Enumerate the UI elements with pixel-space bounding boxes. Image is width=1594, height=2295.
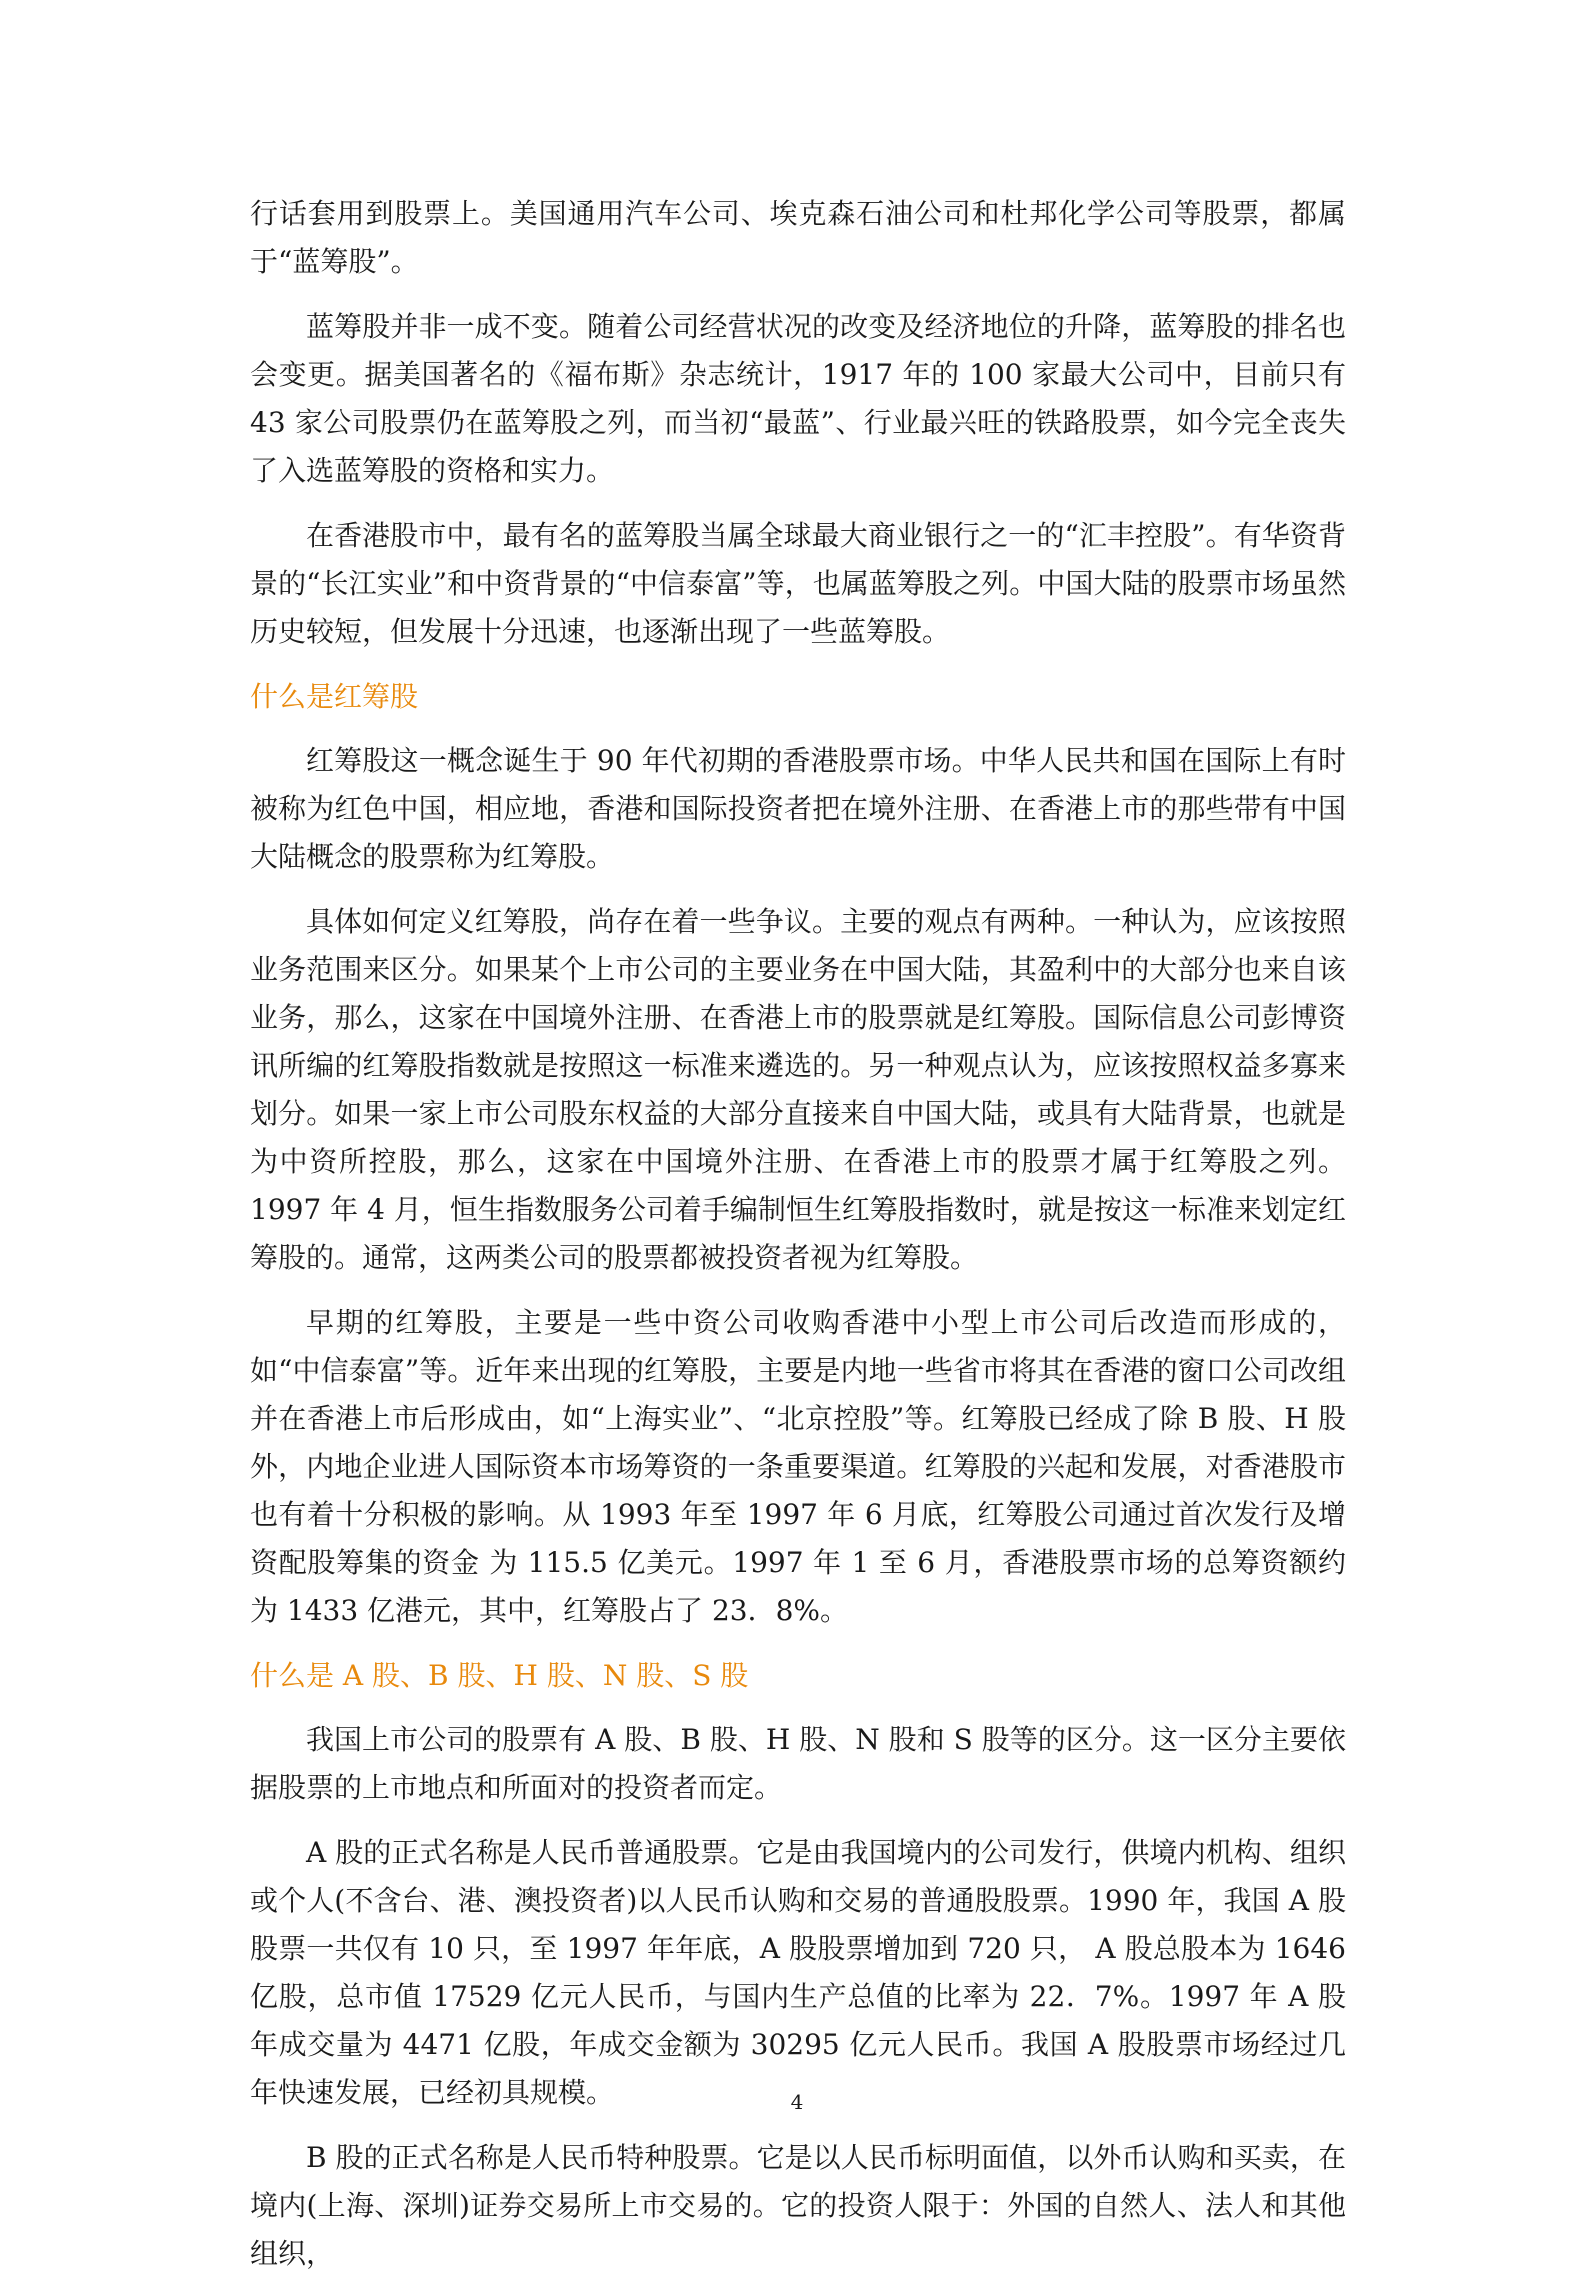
- paragraph-b-shares: B 股的正式名称是人民币特种股票。它是以人民币标明面值，以外币认购和买卖，在境内(上海、深圳)证券交易所上市交易的。它的投资人限于：外国的自然人、法人和其他组织，: [250, 2141, 1346, 2270]
- paragraph-blue-chip-hongkong: 在香港股市中，最有名的蓝筹股当属全球最大商业银行之一的“汇丰控股”。有华资背景的“长江实业”和中资背景的“中信泰富”等，也属蓝筹股之列。中国大陆的股票市场虽然历史较短，但发展十分迅速，也逐渐出现了一些蓝筹股。: [250, 519, 1346, 648]
- paragraph-red-chip-history: 早期的红筹股，主要是一些中资公司收购香港中小型上市公司后改造而形成的，如“中信泰富”等。近年来出现的红筹股，主要是内地一些省市将其在香港的窗口公司改组并在香港上市后形成由，如“上海实业”、“北京控股”等。红筹股已经成了除 B 股、H 股外，内地企业进人国际资本市场筹资的一条重要渠道。红筹股的兴起和发展，对香港股市也有着十分积极的影响。从 1993 年至 1997 年 6 月底，红筹股公司通过首次发行及增资配股筹集的资金 为 115.5 亿美元。1997 年 1 至 6 月，香港股票市场的总筹资额约为 1433 亿港元，其中，红筹股占了 23．8%。: [250, 1306, 1346, 1627]
- paragraph-red-chip-origin: 红筹股这一概念诞生于 90 年代初期的香港股票市场。中华人民共和国在国际上有时被称为红色中国，相应地，香港和国际投资者把在境外注册、在香港上市的那些带有中国大陆概念的股票称为红筹股。: [250, 744, 1346, 873]
- section-heading-red-chips: 什么是红筹股: [250, 680, 419, 713]
- paragraph-blue-chip-intro-continued: 行话套用到股票上。美国通用汽车公司、埃克森石油公司和杜邦化学公司等股票，都属于“蓝筹股”。: [250, 197, 1346, 278]
- section-heading-share-classes: 什么是 A 股、B 股、H 股、N 股、S 股: [250, 1659, 749, 1692]
- paragraph-share-classes-overview: 我国上市公司的股票有 A 股、B 股、H 股、N 股和 S 股等的区分。这一区分主要依据股票的上市地点和所面对的投资者而定。: [250, 1723, 1346, 1804]
- paragraph-blue-chip-change: 蓝筹股并非一成不变。随着公司经营状况的改变及经济地位的升降，蓝筹股的排名也会变更。据美国著名的《福布斯》杂志统计，1917 年的 100 家最大公司中，目前只有 43 家公司股票仍在蓝筹股之列，而当初“最蓝”、行业最兴旺的铁路股票，如今完全丧失了入选蓝筹股的资格和实力。: [250, 310, 1346, 487]
- page-number: 4: [790, 2090, 804, 2114]
- paragraph-a-shares: A 股的正式名称是人民币普通股票。它是由我国境内的公司发行，供境内机构、组织或个人(不含台、港、澳投资者)以人民币认购和交易的普通股股票。1990 年，我国 A 股股票一共仅有 10 只，至 1997 年年底，A 股股票增加到 720 只， A 股总股本为 1646 亿股，总市值 17529 亿元人民币，与国内生产总值的比率为 22．7%。1997 年 A 股年成交量为 4471 亿股，年成交金额为 30295 亿元人民币。我国 A 股股票市场经过几年快速发展，已经初具规模。: [250, 1836, 1346, 2109]
- document-body: [250, 190, 1346, 2295]
- paragraph-red-chip-definition: 具体如何定义红筹股，尚存在着一些争议。主要的观点有两种。一种认为，应该按照业务范围来区分。如果某个上市公司的主要业务在中国大陆，其盈利中的大部分也来自该业务，那么，这家在中国境外注册、在香港上市的股票就是红筹股。国际信息公司彭博资讯所编的红筹股指数就是按照这一标准来遴选的。另一种观点认为，应该按照权益多寡来划分。如果一家上市公司股东权益的大部分直接来自中国大陆，或具有大陆背景，也就是为中资所控股，那么，这家在中国境外注册、在香港上市的股票才属于红筹股之列。1997 年 4 月，恒生指数服务公司着手编制恒生红筹股指数时，就是按这一标准来划定红筹股的。通常，这两类公司的股票都被投资者视为红筹股。: [250, 905, 1346, 1274]
